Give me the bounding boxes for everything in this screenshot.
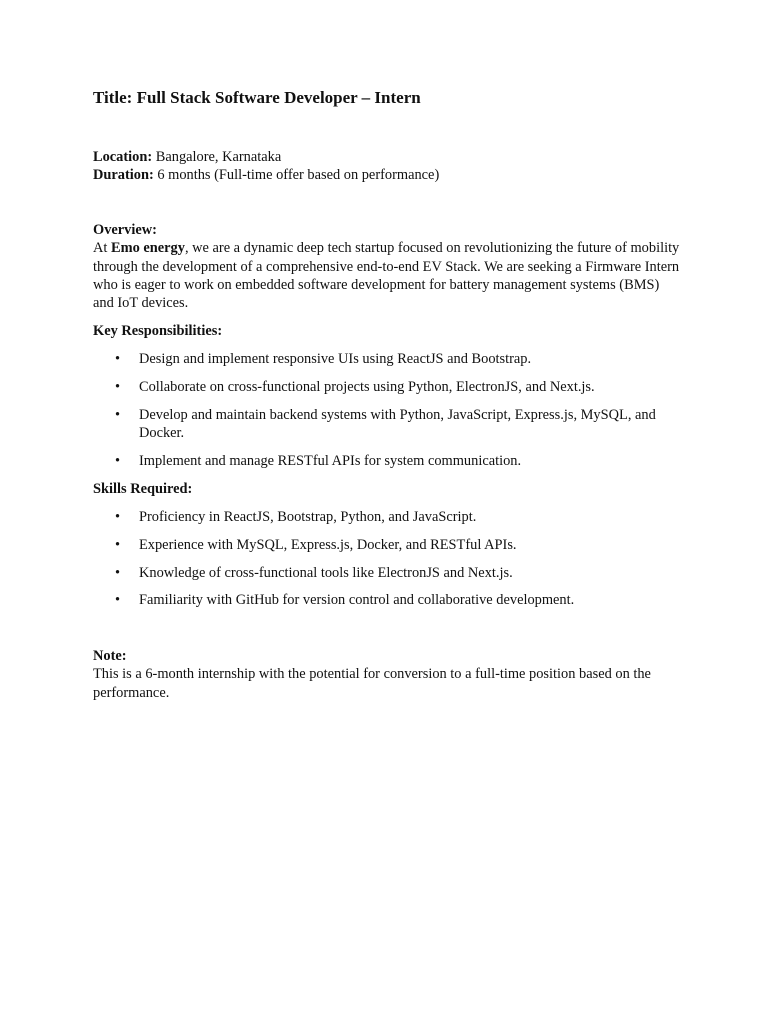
location-label: Location: xyxy=(93,149,153,165)
duration-value: 6 months (Full-time offer based on performance) xyxy=(153,167,440,184)
location-line xyxy=(93,148,693,166)
list-item-text: Familiarity with GitHub for version control and collaborative development. xyxy=(139,592,575,609)
note-section xyxy=(93,647,683,702)
bullet-icon: • xyxy=(115,406,121,423)
overview-heading: Overview: xyxy=(93,222,157,238)
note-heading: Note: xyxy=(93,648,127,664)
responsibilities-heading: Key Responsibilities: xyxy=(93,323,223,339)
skills-heading: Skills Required: xyxy=(93,481,193,497)
note-paragraph: This is a 6-month internship with the potential for conversion to a full-time position based on the performance. xyxy=(93,666,651,701)
duration-label: Duration: xyxy=(93,167,154,184)
list-item xyxy=(93,564,683,582)
page-title: Title: Full Stack Software Developer – Intern xyxy=(93,88,421,107)
list-item xyxy=(93,591,683,609)
bullet-icon: • xyxy=(115,536,121,553)
location-value: Bangalore, Karnataka xyxy=(152,149,282,165)
company-name: Emo energy xyxy=(111,240,185,257)
bullet-icon: • xyxy=(115,592,121,609)
overview-text: , we are a dynamic deep tech startup focused on revolutionizing the future of mobility through the development of a comprehensive end-to-end EV Stack. We are seeking a Firmware Intern who is eager to work on embedded software development for battery management systems (BMS) and IoT devices. xyxy=(93,240,680,312)
overview-paragraph xyxy=(93,239,683,312)
bullet-icon: • xyxy=(115,564,121,581)
list-item xyxy=(93,350,683,368)
bullet-icon: • xyxy=(115,452,121,469)
bullet-icon: • xyxy=(115,509,121,525)
list-item-text: Experience with MySQL, Express.js, Docker, and RESTful APIs. xyxy=(139,536,517,553)
overview-section xyxy=(93,221,683,312)
bullet-icon: • xyxy=(115,351,121,367)
responsibilities-list xyxy=(93,350,683,479)
list-item xyxy=(93,406,683,443)
list-item-text: Knowledge of cross-functional tools like ElectronJS and Next.js. xyxy=(139,564,513,581)
list-item xyxy=(93,536,683,554)
duration-line xyxy=(93,166,693,184)
list-item-text: Implement and manage RESTful APIs for system communication. xyxy=(139,452,522,469)
job-meta xyxy=(93,148,693,185)
list-item-text: Design and implement responsive UIs using ReactJS and Bootstrap. xyxy=(139,351,532,367)
list-item xyxy=(93,508,683,526)
list-item xyxy=(93,452,683,470)
list-item xyxy=(93,378,683,396)
list-item-text: Collaborate on cross-functional projects using Python, ElectronJS, and Next.js. xyxy=(139,378,595,395)
bullet-icon: • xyxy=(115,378,121,395)
overview-prefix: At xyxy=(93,240,111,257)
skills-list xyxy=(93,508,683,619)
list-item-text: Develop and maintain backend systems with Python, JavaScript, Express.js, MySQL, and Docker. xyxy=(139,406,656,441)
list-item-text: Proficiency in ReactJS, Bootstrap, Python, and JavaScript. xyxy=(139,509,477,525)
